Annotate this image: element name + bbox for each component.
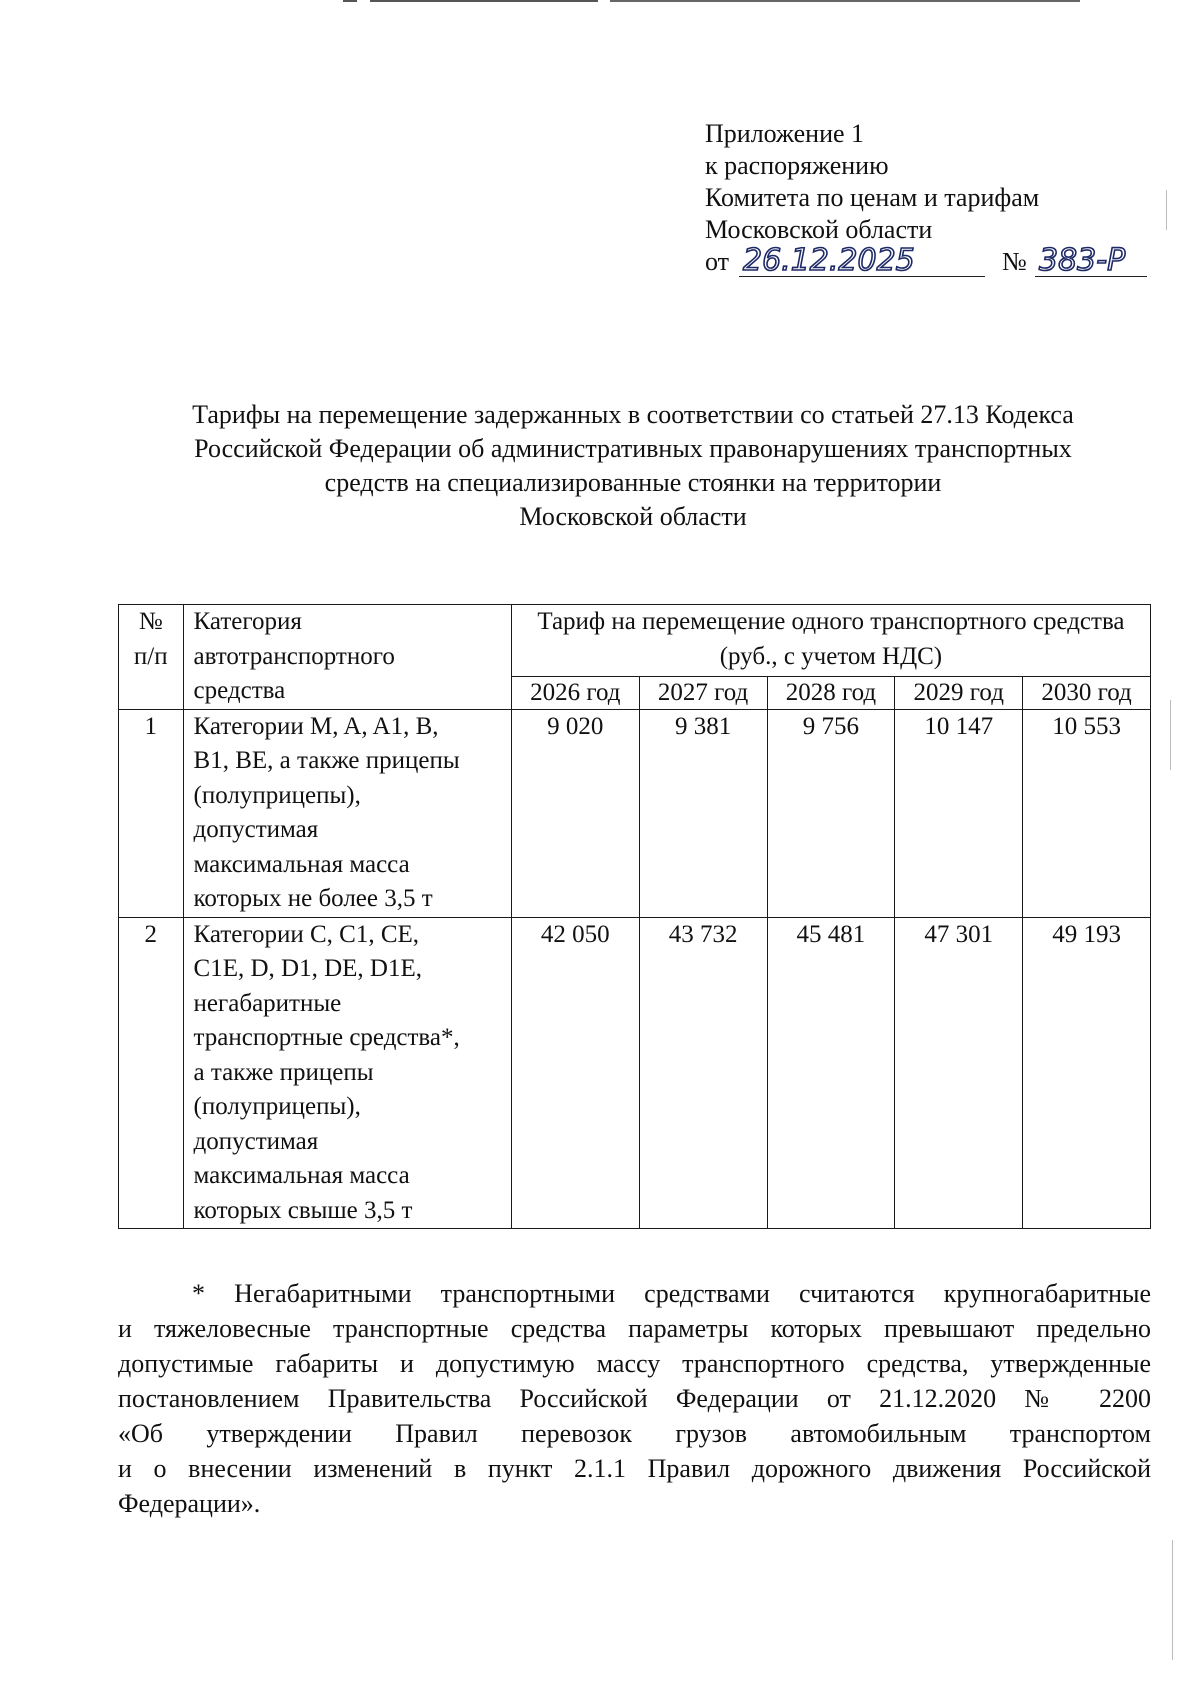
- header-category: [183, 605, 511, 710]
- footnote-line: постановлением Правительства Российской Федерации от 21.12.2020 № 2200: [118, 1384, 1151, 1413]
- footnote-line: «Об утверждении Правил перевозок грузов автомобильным транспортом: [118, 1419, 1151, 1448]
- header-category-line: автотранспортного: [193, 642, 395, 670]
- title-line: Московской области: [519, 502, 747, 531]
- handwritten-number-text: 383-Р: [1039, 243, 1126, 278]
- footnote-line: допустимые габариты и допустимую массу транспортного средства, утвержденные: [118, 1349, 1151, 1378]
- order-date-number-line: [705, 243, 1145, 280]
- category-line: (полуприцепы),: [193, 1093, 361, 1120]
- date-field: [739, 243, 985, 278]
- header-tariff-line: (руб., с учетом НДС): [719, 642, 943, 670]
- category-line: допустимая: [193, 816, 319, 843]
- tariffs-table: [118, 604, 1151, 1229]
- header-number-line: №: [138, 608, 163, 635]
- row-category: [183, 709, 511, 917]
- tariff-value: 9 756: [767, 709, 895, 917]
- table-row: [119, 709, 1151, 917]
- row-number: 2: [119, 917, 184, 1229]
- date-prefix: от: [705, 247, 730, 276]
- header-year: 2027 год: [639, 676, 767, 709]
- title-line: средств на специализированные стоянки на территории: [324, 468, 942, 497]
- header-year: 2029 год: [895, 676, 1023, 709]
- tariff-value: 42 050: [511, 917, 639, 1229]
- footnote: [118, 1276, 1151, 1521]
- footnote-line: * Негабаритными транспортными средствами считаются крупногабаритные: [192, 1279, 1151, 1308]
- footnote-line: Федерации».: [118, 1489, 261, 1518]
- appendix-line: Московской области: [705, 215, 933, 244]
- tariff-value: 10 147: [895, 709, 1023, 917]
- title-line: Тарифы на перемещение задержанных в соответствии со статьей 27.13 Кодекса: [192, 400, 1074, 429]
- header-number: [119, 605, 184, 710]
- header-year: 2030 год: [1023, 676, 1151, 709]
- category-line: C1E, D, D1, DE, D1E,: [193, 955, 422, 982]
- handwritten-number: [1035, 238, 1147, 278]
- handwritten-date-text: 26.12.2025: [743, 243, 915, 278]
- tariff-value: 43 732: [639, 917, 767, 1229]
- header-number-line: п/п: [133, 642, 168, 670]
- document-title: [118, 398, 1148, 534]
- header-year: 2028 год: [767, 676, 895, 709]
- footnote-line: и о внесении изменений в пункт 2.1.1 Правил дорожного движения Российской: [118, 1454, 1151, 1483]
- appendix-header: [705, 118, 1145, 280]
- tariff-value: 9 381: [639, 709, 767, 917]
- header-tariff-line: Тариф на перемещение одного транспортного средства: [537, 608, 1125, 635]
- category-line: (полуприцепы),: [193, 781, 361, 809]
- table-row: [119, 917, 1151, 1229]
- row-number: 1: [119, 709, 184, 917]
- table-header-row: [119, 605, 1151, 677]
- category-line: которых не более 3,5 т: [193, 885, 433, 912]
- tariff-value: 45 481: [767, 917, 895, 1229]
- handwritten-date: [739, 240, 985, 280]
- footnote-line: и тяжеловесные транспортные средства параметры которых превышают предельно: [118, 1314, 1151, 1343]
- appendix-line: Приложение 1: [705, 119, 865, 148]
- category-line: допустимая: [193, 1127, 319, 1155]
- category-line: транспортные средства*,: [193, 1024, 460, 1051]
- scan-artifact-line: [1166, 190, 1167, 230]
- category-line: негабаритные: [193, 989, 342, 1017]
- tariff-value: 47 301: [895, 917, 1023, 1229]
- tariff-value: 10 553: [1023, 709, 1151, 917]
- category-line: максимальная масса: [193, 1162, 410, 1189]
- header-category-line: Категория: [193, 608, 302, 635]
- row-category: [183, 917, 511, 1229]
- tariff-value: 49 193: [1023, 917, 1151, 1229]
- appendix-line: Комитета по ценам и тарифам: [705, 183, 1040, 212]
- category-line: которых свыше 3,5 т: [193, 1196, 413, 1224]
- scan-artifact-line: [1170, 700, 1171, 770]
- header-category-line: средства: [193, 677, 286, 704]
- category-line: Категории C, C1, CE,: [193, 920, 420, 948]
- title-line: Российской Федерации об административных правонарушениях транспортных: [194, 434, 1072, 463]
- number-prefix: №: [1002, 247, 1027, 276]
- header-year: 2026 год: [511, 676, 639, 709]
- tariff-value: 9 020: [511, 709, 639, 917]
- category-line: Категории M, A, A1, B,: [193, 712, 439, 740]
- category-line: а также прицепы: [193, 1058, 374, 1086]
- number-field: [1035, 243, 1147, 278]
- category-line: максимальная масса: [193, 850, 410, 878]
- scan-artifact-line: [1172, 1540, 1173, 1660]
- scan-top-edge-marks: [0, 0, 1200, 4]
- appendix-line: к распоряжению: [705, 151, 889, 180]
- header-tariff: [511, 605, 1150, 677]
- category-line: B1, BE, а также прицепы: [193, 747, 460, 774]
